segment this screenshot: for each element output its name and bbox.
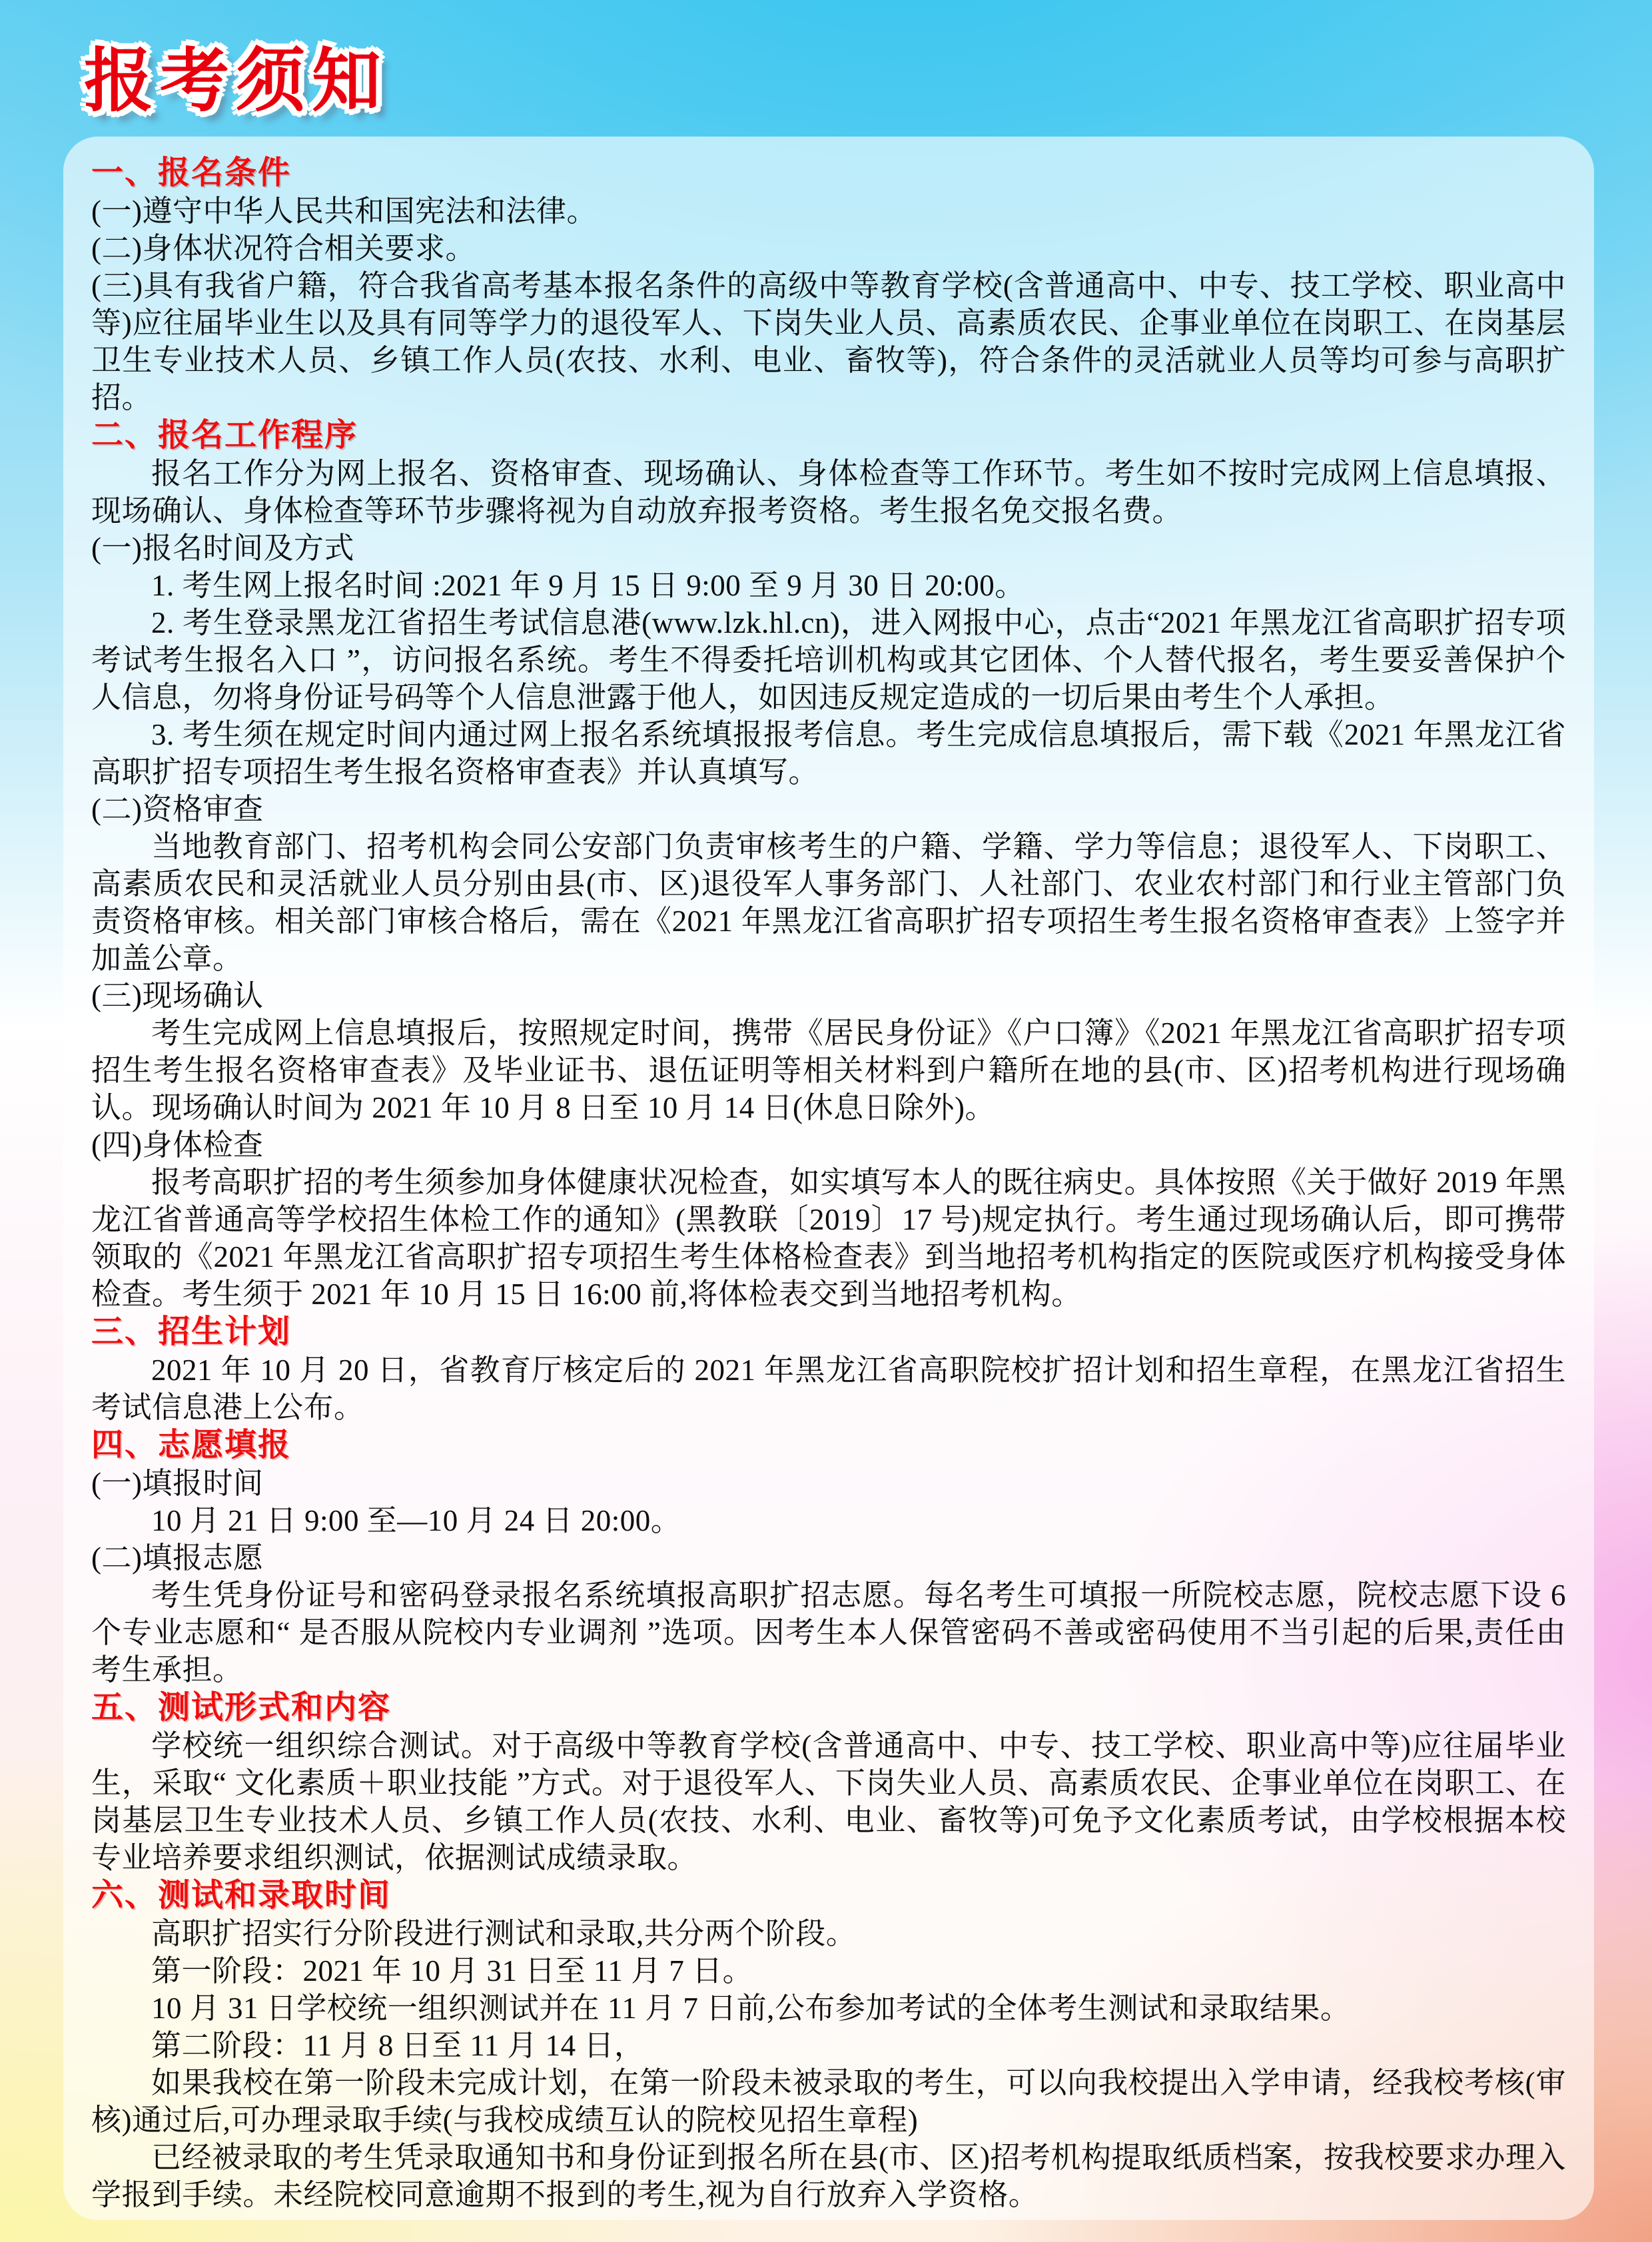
paragraph: 已经被录取的考生凭录取通知书和身份证到报名所在县(市、区)招考机构提取纸质档案，按我校要求办理入学报到手续。未经院校同意逾期不报到的考生,视为自行放弃入学资格。 [91, 2141, 1566, 2211]
paragraph: 如果我校在第一阶段未完成计划，在第一阶段未被录取的考生，可以向我校提出入学申请，经我校考核(审核)通过后,可办理录取手续(与我校成绩互认的院校见招生章程) [91, 2066, 1566, 2137]
paragraph: 报考高职扩招的考生须参加身体健康状况检查，如实填写本人的既往病史。具体按照《关于做好 2019 年黑龙江省普通高等学校招生体检工作的通知》(黑教联〔2019〕17 号)规定执行。考生通过现场确认后，即可携带领取的《2021 年黑龙江省高职扩招专项招生考生体格检查表》到当地招考机构指定的医院或医疗机构接受身体检查。考生须于 2021 年 10 月 15 日 16:00 前,将体检表交到当地招考机构。 [91, 1166, 1566, 1311]
paragraph: (一)报名时间及方式 [91, 532, 354, 565]
paragraph: 学校统一组织综合测试。对于高级中等教育学校(含普通高中、中专、技工学校、职业高中等)应往届毕业生，采取“ 文化素质＋职业技能 ”方式。对于退役军人、下岗失业人员、高素质农民、企事业单位在岗职工、在岗基层卫生专业技术人员、乡镇工作人员(农技、水利、电业、畜牧等)可免予文化素质考试，由学校根据本校专业培养要求组织测试，依据测试成绩录取。 [91, 1729, 1566, 1874]
section-header: 二、报名工作程序 [91, 418, 358, 453]
paragraph: 考生完成网上信息填报后，按照规定时间，携带《居民身份证》《户口簿》《2021 年黑龙江省高职扩招专项招生考生报名资格审查表》及毕业证书、退伍证明等相关材料到户籍所在地的县(市、区)招考机构进行现场确认。现场确认时间为 2021 年 10 月 8 日至 10 月 14 日(休息日除外)。 [91, 1016, 1566, 1124]
paragraph: 高职扩招实行分阶段进行测试和录取,共分两个阶段。 [151, 1917, 857, 1950]
paragraph: (二)填报志愿 [91, 1541, 264, 1575]
paragraph: 3. 考生须在规定时间内通过网上报名系统填报报考信息。考生完成信息填报后，需下载《2021 年黑龙江省高职扩招专项招生考生报名资格审查表》并认真填写。 [91, 718, 1566, 789]
paragraph: 报名工作分为网上报名、资格审查、现场确认、身体检查等工作环节。考生如不按时完成网上信息填报、现场确认、身体检查等环节步骤将视为自动放弃报考资格。考生报名免交报名费。 [91, 457, 1566, 528]
content-panel [63, 137, 1594, 2220]
paragraph: (三)具有我省户籍，符合我省高考基本报名条件的高级中等教育学校(含普通高中、中专、技工学校、职业高中等)应往届毕业生以及具有同等学力的退役军人、下岗失业人员、高素质农民、企事业单位在岗职工、在岗基层卫生专业技术人员、乡镇工作人员(农技、水利、电业、畜牧等)，符合条件的灵活就业人员等均可参与高职扩招。 [91, 269, 1566, 414]
paragraph: (二)资格审查 [91, 793, 264, 826]
paragraph: (一)遵守中华人民共和国宪法和法律。 [91, 194, 597, 228]
paragraph: 2. 考生登录黑龙江省招生考试信息港(www.lzk.hl.cn)，进入网报中心，点击“2021 年黑龙江省高职扩招专项考试考生报名入口 ”，访问报名系统。考生不得委托培训机构或其它团体、个人替代报名，考生要妥善保护个人信息，勿将身份证号码等个人信息泄露于他人，如因违反规定造成的一切后果由考生个人承担。 [91, 606, 1566, 714]
section-header: 三、招生计划 [91, 1314, 292, 1349]
paragraph: (二)身体状况符合相关要求。 [91, 232, 476, 265]
paragraph: 1. 考生网上报名时间 :2021 年 9 月 15 日 9:00 至 9 月 30 日 20:00。 [151, 569, 1025, 602]
paragraph: 2021 年 10 月 20 日，省教育厅核定后的 2021 年黑龙江省高职院校扩招计划和招生章程，在黑龙江省招生考试信息港上公布。 [91, 1353, 1566, 1424]
paragraph: 第一阶段：2021 年 10 月 31 日至 11 月 7 日。 [151, 1954, 753, 1988]
section-header: 一、报名条件 [91, 155, 292, 190]
page-title: 报考须知 [84, 43, 388, 120]
section-header: 四、志愿填报 [91, 1427, 292, 1463]
paragraph: (四)身体检查 [91, 1128, 264, 1162]
paragraph: (一)填报时间 [91, 1467, 264, 1500]
notice-sections [91, 154, 1566, 2213]
paragraph: (三)现场确认 [91, 979, 264, 1012]
paragraph: 第二阶段：11 月 8 日至 11 月 14 日， [151, 2029, 645, 2062]
paragraph: 10 月 21 日 9:00 至—10 月 24 日 20:00。 [151, 1504, 681, 1537]
paragraph: 10 月 31 日学校统一组织测试并在 11 月 7 日前,公布参加考试的全体考生测试和录取结果。 [151, 1992, 1351, 2025]
section-header: 六、测试和录取时间 [91, 1878, 392, 1913]
section-header: 五、测试形式和内容 [91, 1690, 392, 1725]
paragraph: 考生凭身份证号和密码登录报名系统填报高职扩招志愿。每名考生可填报一所院校志愿，院校志愿下设 6 个专业志愿和“ 是否服从院校内专业调剂 ”选项。因考生本人保管密码不善或密码使用不当引起的后果,责任由考生承担。 [91, 1579, 1566, 1686]
paragraph: 当地教育部门、招考机构会同公安部门负责审核考生的户籍、学籍、学力等信息；退役军人、下岗职工、高素质农民和灵活就业人员分别由县(市、区)退役军人事务部门、人社部门、农业农村部门和行业主管部门负责资格审核。相关部门审核合格后，需在《2021 年黑龙江省高职扩招专项招生考生报名资格审查表》上签字并加盖公章。 [91, 830, 1566, 975]
